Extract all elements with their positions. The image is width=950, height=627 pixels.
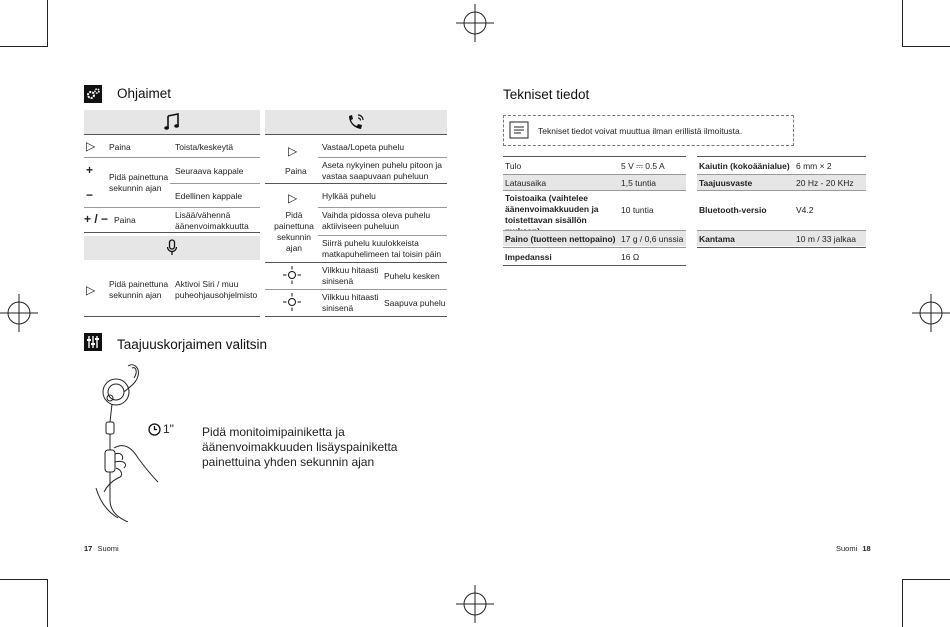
footer-left (84, 544, 119, 553)
led-blink-label: Vilkkuu hitaasti sinisenä (322, 265, 379, 286)
spec-value: 10 m / 33 jalkaa (796, 234, 857, 244)
timer-icon (148, 423, 161, 436)
music-note-icon (164, 113, 180, 131)
registration-mark (456, 4, 494, 42)
table-rule (265, 183, 447, 184)
result-label: Vastaa/Lopeta puhelu (322, 142, 405, 152)
table-rule (84, 207, 260, 208)
crop-mark (0, 46, 48, 47)
spec-label: Taajuusvaste (699, 178, 753, 188)
result-label: Hylkää puhelu (322, 191, 376, 201)
result-label: Toista/keskeytä (175, 142, 234, 152)
action-label: Paina (114, 215, 136, 225)
registration-mark (912, 294, 950, 332)
microphone-icon (166, 239, 178, 257)
action-label: Pidä painettuna sekunnin ajan (109, 279, 169, 300)
gears-icon (84, 85, 102, 103)
microphone-header (84, 236, 260, 260)
page-number: 18 (862, 544, 871, 553)
specs-title: Tekniset tiedot (503, 87, 590, 102)
spec-label: Bluetooth-versio (699, 205, 767, 215)
timer-readout (148, 422, 174, 436)
equalizer-icon (84, 333, 102, 351)
table-rule (318, 207, 447, 208)
play-icon: ▷ (86, 283, 96, 297)
phone-header (265, 110, 447, 134)
led-state-label: Puhelu kesken (384, 271, 440, 281)
table-rule (170, 183, 260, 184)
led-state-label: Saapuva puhelu (384, 298, 446, 308)
action-label: Pidä painettuna sekunnin ajan (274, 210, 314, 253)
led-icon (283, 266, 301, 284)
spec-value: V4.2 (796, 205, 814, 215)
led-blink-label: Vilkkuu hitaasti sinisenä (322, 292, 379, 313)
plus-minus-icon: + / − (84, 212, 109, 226)
spec-label: Paino (tuotteen nettopaino) (505, 234, 616, 244)
table-rule (84, 157, 260, 158)
result-label: Edellinen kappale (175, 191, 243, 201)
spec-value: 20 Hz - 20 KHz (796, 178, 854, 188)
eq-title: Taajuuskorjaimen valitsin (117, 337, 268, 352)
table-rule (265, 289, 447, 290)
play-icon: ▷ (288, 191, 298, 205)
table-rule (697, 190, 866, 191)
footer-right (836, 544, 871, 553)
minus-icon: − (86, 188, 94, 202)
table-rule (84, 316, 260, 317)
specs-note: Tekniset tiedot voivat muuttua ilman erillistä ilmoitusta. (538, 126, 743, 136)
page-number: 17 (84, 544, 93, 553)
result-label: Lisää/vähennä äänenvoimakkuutta (175, 210, 249, 231)
table-rule (503, 156, 686, 157)
spec-value: 10 tuntia (621, 205, 654, 215)
spec-value: 6 mm × 2 (796, 161, 832, 171)
phone-icon (346, 113, 366, 131)
result-label: Vaihda pidossa oleva puhelu aktiiviseen puheluun (322, 210, 431, 231)
spec-label: Tulo (505, 161, 522, 171)
table-rule (503, 190, 686, 191)
footer-language: Suomi (836, 544, 858, 553)
crop-mark (902, 0, 903, 47)
crop-mark (0, 579, 48, 580)
spec-label: Toistoaika (vaihtelee äänenvoimakkuuden ja toistettavan sisällön (505, 193, 599, 225)
earphone-illustration (88, 362, 168, 522)
table-rule (265, 134, 447, 135)
eq-instruction: Pidä monitoimipainiketta ja äänenvoimakkuuden lisäyspainiketta painettuina yhden sekunnin ajan (202, 425, 398, 469)
spec-label: Impedanssi (505, 252, 552, 262)
table-rule (318, 235, 447, 236)
action-label: Paina (109, 142, 131, 152)
led-icon (283, 293, 301, 311)
result-label: Siirrä puhelu kuulokkeista matkapuhelimeen tai toisin päin (322, 238, 442, 259)
timer-label: 1" (163, 422, 174, 436)
crop-mark (902, 579, 950, 580)
result-label: Aktivoi Siri / muu puheohjausohjelmisto (175, 279, 258, 300)
crop-mark (902, 579, 903, 627)
play-icon: ▷ (288, 144, 298, 158)
spec-label: Kaiutin (kokoäänialue) (699, 161, 790, 171)
spec-value: 5 V ⎓ 0.5 A (621, 161, 665, 171)
table-rule (503, 247, 686, 248)
action-label: Pidä painettuna sekunnin ajan (109, 172, 169, 193)
table-rule (697, 156, 866, 157)
controls-title: Ohjaimet (117, 86, 172, 101)
spec-value: 16 Ω (621, 252, 640, 262)
spec-value: 17 g / 0,6 unssia (621, 234, 684, 244)
spec-label: Latausaika (505, 178, 547, 188)
table-rule (318, 157, 447, 158)
spec-label: Kantama (699, 234, 735, 244)
crop-mark (47, 579, 48, 627)
table-rule (503, 265, 686, 266)
table-rule (84, 232, 260, 233)
table-rule (697, 247, 866, 248)
table-rule (265, 316, 447, 317)
result-label: Seuraava kappale (175, 166, 244, 176)
spec-value: 1,5 tuntia (621, 178, 656, 188)
plus-icon: + (86, 163, 94, 177)
result-label: Aseta nykyinen puhelu pitoon ja vastaa saapuvaan puheluun (322, 160, 443, 181)
registration-mark (456, 585, 494, 623)
footer-language: Suomi (97, 544, 119, 553)
music-header (84, 110, 260, 134)
table-rule (265, 262, 447, 263)
play-icon: ▷ (86, 139, 96, 153)
action-label: Paina (285, 166, 307, 176)
crop-mark (902, 46, 950, 47)
table-rule (84, 134, 260, 135)
crop-mark (47, 0, 48, 47)
note-icon (509, 121, 529, 139)
registration-mark (0, 294, 38, 332)
